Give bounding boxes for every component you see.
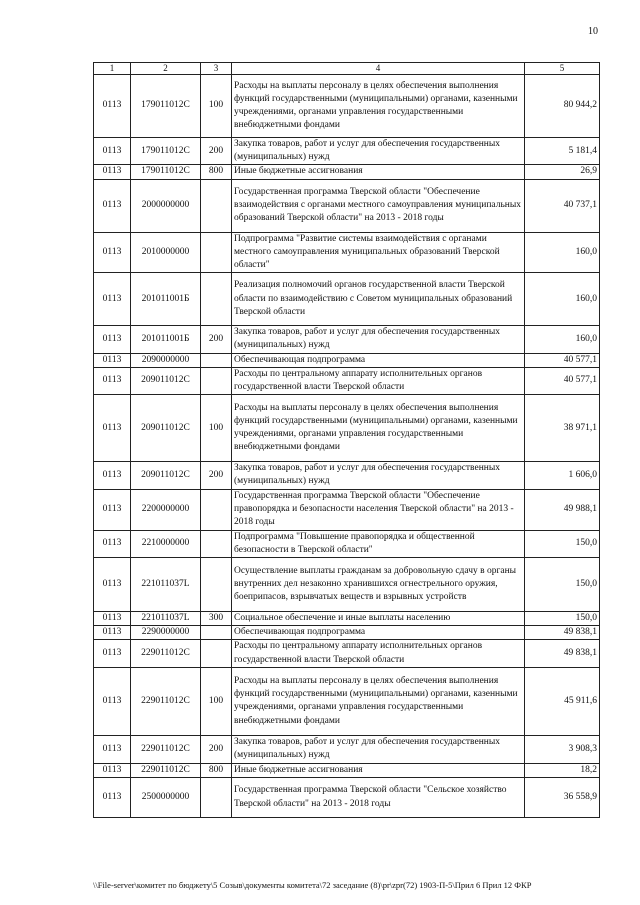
target-article-cell: 229011012С <box>131 640 201 667</box>
amount-cell: 36 558,9 <box>525 778 600 818</box>
amount-cell: 160,0 <box>525 232 600 273</box>
section-code-cell: 0113 <box>94 763 131 777</box>
section-code-cell: 0113 <box>94 326 131 353</box>
expense-type-cell <box>201 530 232 557</box>
table-row <box>94 395 600 462</box>
amount-cell: 45 911,6 <box>525 667 600 735</box>
table-row <box>94 75 600 138</box>
section-code-cell: 0113 <box>94 462 131 489</box>
section-code-cell: 0113 <box>94 75 131 138</box>
amount-cell: 49 988,1 <box>525 489 600 530</box>
section-code-cell: 0113 <box>94 626 131 640</box>
target-article-cell: 2090000000 <box>131 353 201 367</box>
target-article-cell: 229011012С <box>131 667 201 735</box>
section-code-cell: 0113 <box>94 489 131 530</box>
expense-type-cell <box>201 232 232 273</box>
description-cell: Подпрограмма "Развитие системы взаимодействия с органами местного самоуправления муниципальных образований Тверской области" <box>232 232 525 273</box>
section-code-cell: 0113 <box>94 232 131 273</box>
section-code-cell: 0113 <box>94 558 131 612</box>
expense-type-cell <box>201 179 232 232</box>
expense-type-cell: 200 <box>201 326 232 353</box>
table-row <box>94 626 600 640</box>
expense-type-cell <box>201 558 232 612</box>
section-code-cell: 0113 <box>94 667 131 735</box>
table-row <box>94 462 600 489</box>
section-code-cell: 0113 <box>94 640 131 667</box>
table-row <box>94 558 600 612</box>
table-row <box>94 367 600 394</box>
table-row <box>94 489 600 530</box>
amount-cell: 160,0 <box>525 326 600 353</box>
expense-type-cell <box>201 367 232 394</box>
table-row <box>94 326 600 353</box>
description-cell: Государственная программа Тверской области "Сельское хозяйство Тверской области" на 2013 - 2018 годы <box>232 778 525 818</box>
header-cell: 1 <box>94 63 131 75</box>
amount-cell: 40 737,1 <box>525 179 600 232</box>
description-cell: Расходы по центральному аппарату исполнительных органов государственной власти Тверской области <box>232 640 525 667</box>
table-row <box>94 735 600 763</box>
amount-cell: 1 606,0 <box>525 462 600 489</box>
table-row <box>94 667 600 735</box>
section-code-cell: 0113 <box>94 273 131 326</box>
description-cell: Осуществление выплаты гражданам за добровольную сдачу в органы внутренних дел незаконно хранившихся огнестрельного оружия, боеприпасов, взрывчатых веществ и взрывных устройств <box>232 558 525 612</box>
expense-type-cell <box>201 353 232 367</box>
target-article-cell: 179011012С <box>131 165 201 179</box>
section-code-cell: 0113 <box>94 165 131 179</box>
target-article-cell: 209011012С <box>131 367 201 394</box>
expense-type-cell: 100 <box>201 75 232 138</box>
description-cell: Расходы на выплаты персоналу в целях обеспечения выполнения функций государственными (муниципальными) органами, казенными учреждениями, органами управления государственными внебюджетными фондами <box>232 75 525 138</box>
table-row <box>94 179 600 232</box>
table-row <box>94 273 600 326</box>
target-article-cell: 229011012С <box>131 735 201 763</box>
target-article-cell: 221011037L <box>131 558 201 612</box>
expense-type-cell: 200 <box>201 462 232 489</box>
description-cell: Закупка товаров, работ и услуг для обеспечения государственных (муниципальных) нужд <box>232 138 525 165</box>
section-code-cell: 0113 <box>94 395 131 462</box>
expense-type-cell <box>201 778 232 818</box>
table-row <box>94 778 600 818</box>
table-row <box>94 763 600 777</box>
expense-type-cell <box>201 640 232 667</box>
expense-type-cell <box>201 489 232 530</box>
target-article-cell: 179011012С <box>131 75 201 138</box>
table-row <box>94 353 600 367</box>
target-article-cell: 209011012С <box>131 395 201 462</box>
target-article-cell: 221011037L <box>131 612 201 626</box>
description-cell: Обеспечивающая подпрограмма <box>232 626 525 640</box>
target-article-cell: 201011001Б <box>131 326 201 353</box>
target-article-cell: 179011012С <box>131 138 201 165</box>
target-article-cell: 2290000000 <box>131 626 201 640</box>
amount-cell: 5 181,4 <box>525 138 600 165</box>
section-code-cell: 0113 <box>94 612 131 626</box>
section-code-cell: 0113 <box>94 778 131 818</box>
amount-cell: 18,2 <box>525 763 600 777</box>
budget-table <box>93 62 600 818</box>
target-article-cell: 2200000000 <box>131 489 201 530</box>
expense-type-cell: 800 <box>201 763 232 777</box>
target-article-cell: 2500000000 <box>131 778 201 818</box>
description-cell: Иные бюджетные ассигнования <box>232 165 525 179</box>
amount-cell: 49 838,1 <box>525 640 600 667</box>
expense-type-cell: 300 <box>201 612 232 626</box>
description-cell: Расходы на выплаты персоналу в целях обеспечения выполнения функций государственными (муниципальными) органами, казенными учреждениями, органами управления государственными внебюджетными фондами <box>232 395 525 462</box>
page-number: 10 <box>588 26 598 37</box>
header-cell: 4 <box>232 63 525 75</box>
description-cell: Закупка товаров, работ и услуг для обеспечения государственных (муниципальных) нужд <box>232 735 525 763</box>
section-code-cell: 0113 <box>94 353 131 367</box>
header-cell: 3 <box>201 63 232 75</box>
expense-type-cell: 800 <box>201 165 232 179</box>
amount-cell: 150,0 <box>525 612 600 626</box>
table-row <box>94 640 600 667</box>
table-row <box>94 138 600 165</box>
table-header-row <box>94 63 600 75</box>
amount-cell: 49 838,1 <box>525 626 600 640</box>
amount-cell: 40 577,1 <box>525 353 600 367</box>
amount-cell: 160,0 <box>525 273 600 326</box>
amount-cell: 150,0 <box>525 530 600 557</box>
amount-cell: 80 944,2 <box>525 75 600 138</box>
description-cell: Расходы на выплаты персоналу в целях обеспечения выполнения функций государственными (муниципальными) органами, казенными учреждениями, органами управления государственными внебюджетными фондами <box>232 667 525 735</box>
expense-type-cell: 100 <box>201 395 232 462</box>
target-article-cell: 2010000000 <box>131 232 201 273</box>
section-code-cell: 0113 <box>94 735 131 763</box>
target-article-cell: 209011012С <box>131 462 201 489</box>
description-cell: Закупка товаров, работ и услуг для обеспечения государственных (муниципальных) нужд <box>232 326 525 353</box>
target-article-cell: 2000000000 <box>131 179 201 232</box>
target-article-cell: 201011001Б <box>131 273 201 326</box>
expense-type-cell: 100 <box>201 667 232 735</box>
table-row <box>94 530 600 557</box>
section-code-cell: 0113 <box>94 530 131 557</box>
description-cell: Реализация полномочий органов государственной власти Тверской области по взаимодействию с Советом муниципальных образований Тверской области <box>232 273 525 326</box>
target-article-cell: 2210000000 <box>131 530 201 557</box>
amount-cell: 150,0 <box>525 558 600 612</box>
section-code-cell: 0113 <box>94 138 131 165</box>
amount-cell: 40 577,1 <box>525 367 600 394</box>
description-cell: Подпрограмма "Повышение правопорядка и общественной безопасности в Тверской области" <box>232 530 525 557</box>
description-cell: Социальное обеспечение и иные выплаты населению <box>232 612 525 626</box>
expense-type-cell: 200 <box>201 138 232 165</box>
description-cell: Обеспечивающая подпрограмма <box>232 353 525 367</box>
header-cell: 2 <box>131 63 201 75</box>
section-code-cell: 0113 <box>94 179 131 232</box>
table-row <box>94 232 600 273</box>
description-cell: Иные бюджетные ассигнования <box>232 763 525 777</box>
expense-type-cell <box>201 273 232 326</box>
description-cell: Расходы по центральному аппарату исполнительных органов государственной власти Тверской области <box>232 367 525 394</box>
amount-cell: 26,9 <box>525 165 600 179</box>
description-cell: Государственная программа Тверской области "Обеспечение взаимодействия с органами местного самоуправления муниципальных образований Тверской области" на 2013 - 2018 годы <box>232 179 525 232</box>
table-row <box>94 165 600 179</box>
table-row <box>94 612 600 626</box>
amount-cell: 3 908,3 <box>525 735 600 763</box>
target-article-cell: 229011012С <box>131 763 201 777</box>
section-code-cell: 0113 <box>94 367 131 394</box>
expense-type-cell <box>201 626 232 640</box>
description-cell: Закупка товаров, работ и услуг для обеспечения государственных (муниципальных) нужд <box>232 462 525 489</box>
description-cell: Государственная программа Тверской области "Обеспечение правопорядка и безопасности населения Тверской области" на 2013 - 2018 годы <box>232 489 525 530</box>
amount-cell: 38 971,1 <box>525 395 600 462</box>
header-cell: 5 <box>525 63 600 75</box>
expense-type-cell: 200 <box>201 735 232 763</box>
file-path-footer: \\File-server\комитет по бюджету\5 Созыв\документы комитета\72 заседание (8)\pr\zpr(72) 1903-П-5\Прил 6 Прил 12 ФКР <box>93 880 532 890</box>
